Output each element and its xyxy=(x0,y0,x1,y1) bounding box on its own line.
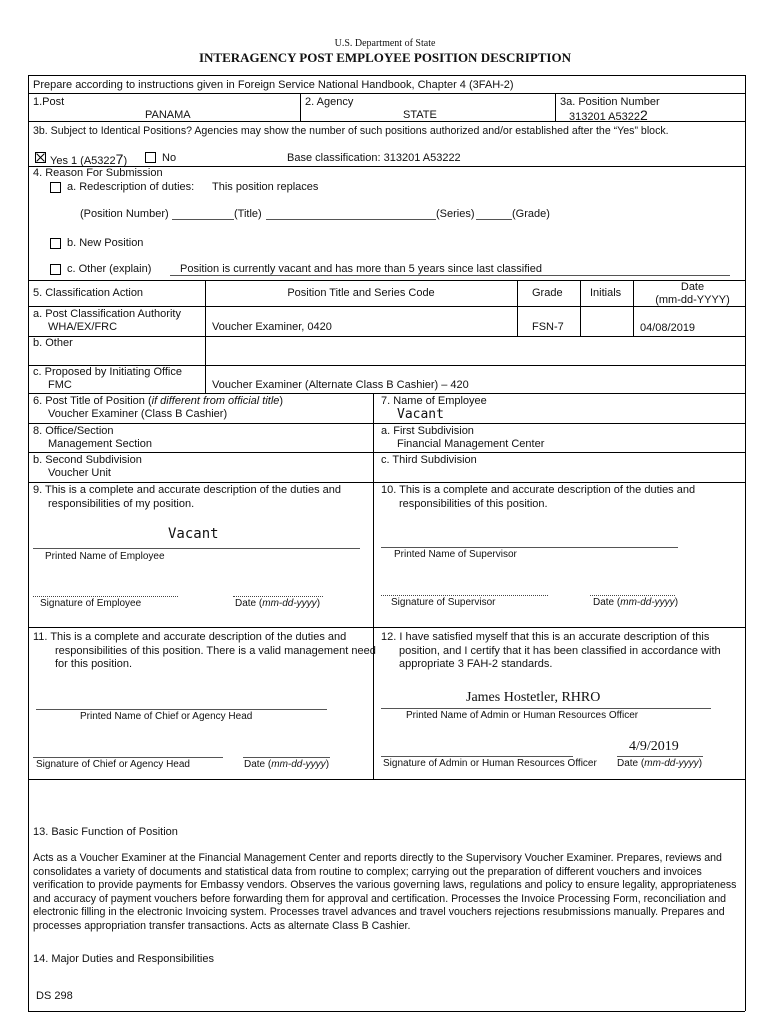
identical-positions-question: 3b. Subject to Identical Positions? Agencies may show the number of such positions authorized and/or established after the “Yes” block. xyxy=(33,125,669,137)
date-label-end: ) xyxy=(316,598,321,609)
no-checkbox[interactable] xyxy=(145,152,156,163)
proposed-label: c. Proposed by Initiating Office xyxy=(33,366,182,378)
post-classification-sub: WHA/EX/FRC xyxy=(48,321,118,333)
classification-action-header: 5. Classification Action xyxy=(33,287,144,299)
other-checkbox[interactable] xyxy=(50,264,61,275)
divider xyxy=(28,423,745,424)
chief-date-line[interactable] xyxy=(243,757,330,758)
instructions-text: Prepare according to instructions given in Foreign Service National Handbook, Chapter 4 (3FAH-2) xyxy=(33,79,514,91)
basic-function-text: Acts as a Voucher Examiner at the Financial Management Center and reports directly to the Supervisory Voucher Examiner. Prepares, reviews and consolidates a variety of documents and statistical data from routine to complex; carrying out the preparation of different vouchers and invoices verification to provide payments for Embassy vendors. Observes the various governing laws, regulations and policy to ensure legality, appropriateness and accuracy of payment vouchers before forwarding them for approval and certification. Processes the Invoice Processing Form, reconciliation and electronic filling in the electronic Invoicing system. Processes travel advances and travel vouchers rejections resubmissions manually. Prepares and processes appropriation transfer transactions. Acts as alternate Class B Cashier. xyxy=(33,852,737,932)
date-label: Date ( xyxy=(244,759,272,770)
date-label: Date ( xyxy=(617,758,645,769)
divider xyxy=(28,336,745,337)
date-label: Date ( xyxy=(235,598,263,609)
grade-field-label: (Grade) xyxy=(512,208,550,220)
form-title: INTERAGENCY POST EMPLOYEE POSITION DESCRIPTION xyxy=(198,50,571,65)
supervisor-date-line[interactable] xyxy=(590,595,675,596)
replaces-label: This position replaces xyxy=(212,181,319,193)
position-number-field[interactable] xyxy=(172,219,234,220)
proposed-title: Voucher Examiner (Alternate Class B Cashier) – 420 xyxy=(212,379,469,391)
date-format: mm-dd-yyyy xyxy=(620,597,675,608)
table-divider xyxy=(633,280,634,336)
date-label-end: ) xyxy=(698,758,703,769)
no-label: No xyxy=(162,152,177,164)
third-subdivision-label: c. Third Subdivision xyxy=(381,454,477,466)
title-field[interactable] xyxy=(266,219,436,220)
office-section-value: Management Section xyxy=(48,438,152,450)
officer-signed-date: 4/9/2019 xyxy=(629,739,679,754)
divider xyxy=(28,306,745,307)
supervisor-signature-line[interactable] xyxy=(381,595,548,596)
date-format: mm-dd-yyyy xyxy=(262,598,317,609)
date-header: Date xyxy=(680,281,705,293)
divider xyxy=(28,93,745,94)
proposed-sub: FMC xyxy=(48,379,72,391)
yes-label xyxy=(50,151,127,167)
post-title-label-text: 6. Post Title of Position ( xyxy=(33,395,152,407)
frame-top xyxy=(28,75,745,76)
post-label: 1.Post xyxy=(33,96,65,108)
supervisor-signature-label: Signature of Supervisor xyxy=(391,597,496,608)
first-subdivision-label: a. First Subdivision xyxy=(381,425,474,437)
post-classification-title: Voucher Examiner, 0420 xyxy=(212,321,332,333)
date-format: mm-dd-yyyy xyxy=(271,759,326,770)
date-format-header: (mm-dd-YYYY) xyxy=(655,294,730,306)
post-classification-grade: FSN-7 xyxy=(532,321,564,333)
center-divider xyxy=(373,393,374,483)
officer-date-label xyxy=(617,758,702,769)
yes-handwritten-digit: 7 xyxy=(115,151,124,167)
other-classification-label: b. Other xyxy=(33,337,73,349)
second-subdivision-label: b. Second Subdivision xyxy=(33,454,142,466)
post-classification-date: 04/08/2019 xyxy=(640,322,696,334)
chief-signature-label: Signature of Chief or Agency Head xyxy=(36,759,190,770)
frame-left xyxy=(28,75,29,1011)
section11-statement: 11. This is a complete and accurate description of the duties and responsibilities of this position. There is a valid management need for this position. xyxy=(33,631,376,670)
post-title-value: Voucher Examiner (Class B Cashier) xyxy=(48,408,228,420)
position-number-main: 313201 A5322 xyxy=(569,111,640,123)
post-value: PANAMA xyxy=(145,109,191,121)
agency-label: 2. Agency xyxy=(305,96,354,108)
divider xyxy=(28,627,745,628)
base-classification: Base classification: 313201 A53222 xyxy=(287,152,461,164)
officer-signature-label: Signature of Admin or Human Resources Officer xyxy=(383,758,597,769)
divider xyxy=(555,93,556,121)
redescription-checkbox[interactable] xyxy=(50,182,61,193)
divider xyxy=(28,121,745,122)
yes-checkbox[interactable] xyxy=(35,152,46,163)
printed-name-officer-label: Printed Name of Admin or Human Resources Officer xyxy=(406,710,639,721)
position-number-field-label: (Position Number) xyxy=(80,208,169,220)
post-title-label-italic: if different from official title xyxy=(151,395,280,407)
chief-date-label xyxy=(244,759,329,770)
section12-statement: 12. I have satisfied myself that this is an accurate description of this position, and I certify that it has been classified in accordance with appropriate 3 FAH-2 standards. xyxy=(381,631,721,670)
date-label-end: ) xyxy=(674,597,679,608)
divider xyxy=(28,779,745,780)
printed-name-employee-label: Printed Name of Employee xyxy=(45,551,165,562)
redescription-label: a. Redescription of duties: xyxy=(67,181,195,193)
officer-printed-name: James Hostetler, RHRO xyxy=(466,690,601,705)
date-label: Date ( xyxy=(593,597,621,608)
other-label: c. Other (explain) xyxy=(67,263,152,275)
section9-statement: 9. This is a complete and accurate description of the duties and responsibilities of my position. xyxy=(33,484,341,510)
title-field-label: (Title) xyxy=(234,208,262,220)
office-section-label: 8. Office/Section xyxy=(33,425,114,437)
basic-function-label: 13. Basic Function of Position xyxy=(33,826,178,838)
title-series-header: Position Title and Series Code xyxy=(287,287,435,299)
reason-label: 4. Reason For Submission xyxy=(33,167,163,179)
table-divider xyxy=(580,280,581,336)
employee-date-line[interactable] xyxy=(233,596,323,597)
major-duties-label: 14. Major Duties and Responsibilities xyxy=(33,953,214,965)
officer-signature-line[interactable] xyxy=(381,756,573,757)
post-title-label xyxy=(33,395,283,407)
officer-date-line[interactable] xyxy=(617,756,703,757)
section10-statement: 10. This is a complete and accurate description of the duties and responsibilities of this position. xyxy=(381,484,696,510)
position-number-handwritten: 2 xyxy=(639,107,648,123)
employee-name-label: 7. Name of Employee xyxy=(381,395,487,407)
other-explanation-line[interactable] xyxy=(170,275,730,276)
yes-prefix: Yes 1 (A5322 xyxy=(50,155,116,167)
department-name: U.S. Department of State xyxy=(334,38,436,49)
other-explanation: Position is currently vacant and has more than 5 years since last classified xyxy=(180,263,542,275)
grade-header: Grade xyxy=(532,287,563,299)
chief-signature-line[interactable] xyxy=(33,757,223,758)
employee-printed-name: Vacant xyxy=(168,526,219,542)
employee-name-line[interactable] xyxy=(33,548,360,549)
form-number: DS 298 xyxy=(36,990,73,1002)
supervisor-date-label xyxy=(593,597,678,608)
series-field-label: (Series) xyxy=(436,208,475,220)
post-title-label-end: ) xyxy=(279,395,284,407)
divider xyxy=(28,482,745,483)
date-label-end: ) xyxy=(325,759,330,770)
chief-name-line[interactable] xyxy=(36,709,327,710)
series-field[interactable] xyxy=(476,219,512,220)
new-position-label: b. New Position xyxy=(67,237,144,249)
post-classification-label: a. Post Classification Authority xyxy=(33,308,181,320)
position-number-label: 3a. Position Number xyxy=(560,96,660,108)
divider xyxy=(300,93,301,121)
date-format: mm-dd-yyyy xyxy=(644,758,699,769)
new-position-checkbox[interactable] xyxy=(50,238,61,249)
first-subdivision-value: Financial Management Center xyxy=(397,438,545,450)
frame-right xyxy=(745,75,746,1011)
frame-bottom xyxy=(28,1011,745,1012)
employee-date-label xyxy=(235,598,320,609)
employee-signature-line[interactable] xyxy=(33,596,178,597)
agency-value: STATE xyxy=(403,109,437,121)
divider xyxy=(28,393,745,394)
divider xyxy=(28,452,745,453)
employee-signature-label: Signature of Employee xyxy=(40,598,142,609)
printed-name-chief-label: Printed Name of Chief or Agency Head xyxy=(80,711,253,722)
supervisor-name-line[interactable] xyxy=(381,547,678,548)
second-subdivision-value: Voucher Unit xyxy=(48,467,111,479)
yes-suffix: ) xyxy=(123,155,128,167)
divider xyxy=(28,280,745,281)
employee-name-value: Vacant xyxy=(397,407,444,422)
printed-name-supervisor-label: Printed Name of Supervisor xyxy=(394,549,517,560)
table-divider xyxy=(517,280,518,336)
officer-name-line[interactable] xyxy=(381,708,711,709)
initials-header: Initials xyxy=(590,287,622,299)
